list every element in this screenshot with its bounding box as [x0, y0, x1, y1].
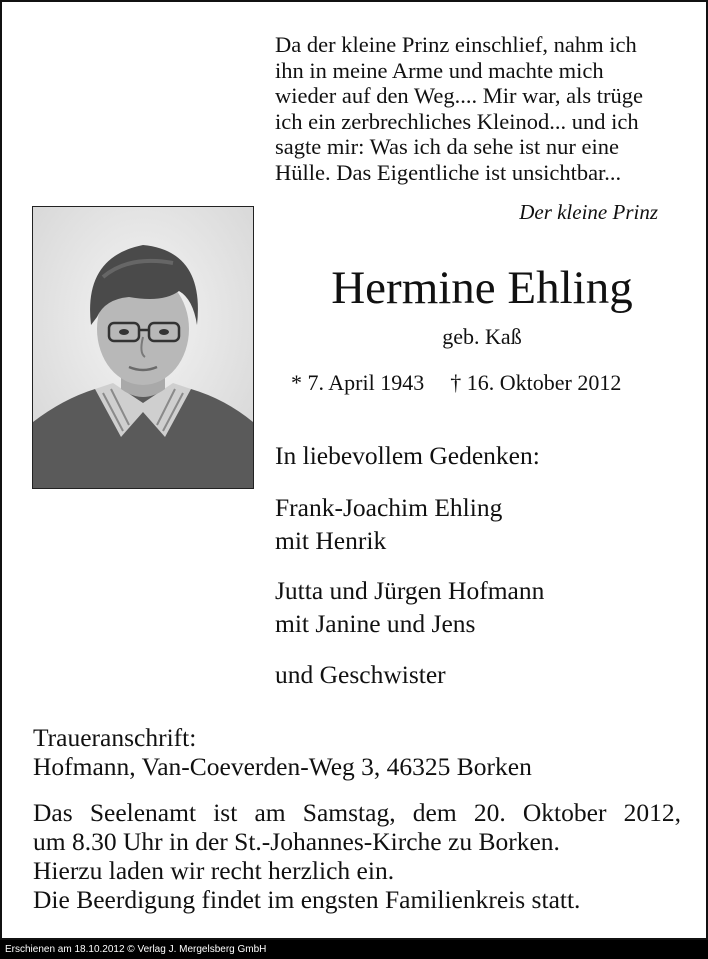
service-info	[33, 798, 681, 914]
birth-date: * 7. April 1943	[291, 370, 425, 395]
address-block	[33, 723, 532, 781]
mourner-line: mit Janine und Jens	[275, 609, 476, 638]
maiden-name: geb. Kaß	[442, 324, 522, 349]
service-line: Das Seelenamt ist am Samstag, dem 20. Oktober 2012,	[33, 798, 681, 827]
mourner-line: mit Henrik	[275, 526, 387, 555]
portrait-photo	[32, 206, 254, 489]
address-label: Traueranschrift:	[33, 723, 197, 752]
address-value: Hofmann, Van-Coeverden-Weg 3, 46325 Borken	[33, 752, 532, 781]
quote-line: ihn in meine Arme und machte mich	[275, 57, 604, 83]
service-line: Hierzu laden wir recht herzlich ein.	[33, 856, 395, 885]
mourner-line: Frank-Joachim Ehling	[275, 493, 503, 522]
mourner-group	[275, 574, 544, 640]
quote-line: sagte mir: Was ich da sehe ist nur eine	[275, 134, 619, 159]
quote-line: Da der kleine Prinz einschlief, nahm ich	[275, 32, 637, 57]
deceased-name: Hermine Ehling	[331, 262, 633, 314]
mourner-line: und Geschwister	[275, 660, 446, 689]
service-line: Die Beerdigung findet im engsten Familienkreis statt.	[33, 885, 581, 914]
death-date: † 16. Oktober 2012	[450, 370, 622, 395]
portrait-illustration	[33, 207, 253, 488]
service-line: um 8.30 Uhr in der St.-Johannes-Kirche zu Borken.	[33, 827, 560, 856]
mourner-line: Jutta und Jürgen Hofmann	[275, 576, 545, 605]
life-dates	[291, 370, 621, 396]
quote-line: ich ein zerbrechliches Kleinod... und ich	[275, 108, 639, 134]
quote-attribution: Der kleine Prinz	[519, 200, 658, 224]
quote-line: Hülle. Das Eigentliche ist unsichtbar...	[275, 159, 622, 185]
mourner-group	[275, 658, 446, 691]
mourners-intro: In liebevollem Gedenken:	[275, 441, 540, 470]
quote-block	[275, 32, 690, 185]
quote-line: wieder auf den Weg.... Mir war, als trüge	[275, 83, 643, 108]
publication-footer: Erschienen am 18.10.2012 © Verlag J. Mergelsberg GmbH	[0, 940, 708, 959]
mourner-group	[275, 491, 502, 557]
